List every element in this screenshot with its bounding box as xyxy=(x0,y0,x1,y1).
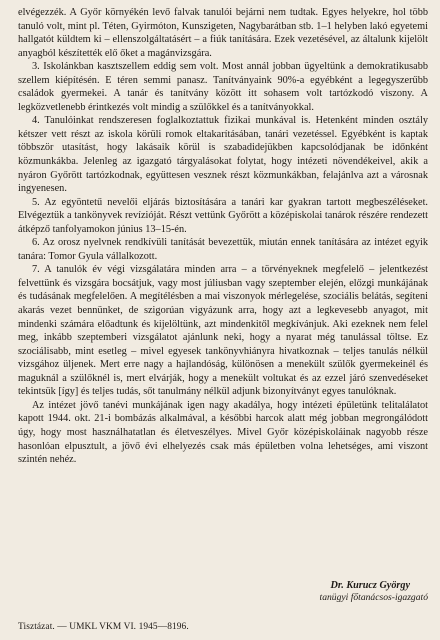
archive-reference: Tisztázat. — UMKL VKM VI. 1945—8196. xyxy=(18,622,189,632)
paragraph-3: 3. Iskolánkban kasztszellem eddig sem volt. Most annál jobban ügyeltünk a demokratikusabb szellem kiépítésén. E téren semmi panasz. Tanítványaink 90%-a egyébként a legegyszerűbb családok gyermekei. A tanár és tanítvány között itt sohasem volt tartózkodó viszony. A legközvetlenebb érintkezés volt mindig a szülőkkel és a tanítványokkal. xyxy=(18,61,428,113)
paragraph-continuation: elvégezzék. A Győr környékén levő falvak tanulói bejárni nem tudtak. Egyes helyekre, hol több tanuló volt, mint pl. Téten, Gyirmóton, Kunszigeten, Nagybarátban stb. 1–1 helyben lakó egyetemi hallgatót küldtem ki – ellenszolgáltatásért – a fiúk tanítására. Ezek vezetésével, az általunk kijelölt anyagból készítették elő őket a magánvizsgára. xyxy=(18,7,428,59)
signature-name: Dr. Kurucz György xyxy=(330,580,410,591)
paragraph-5: 5. Az egyöntetű nevelői eljárás biztosítására a tanári kar gyakran tartott megbeszéléseket. Elvégeztük a tankönyvek revízióját. Részt vettünk Győrött a középiskolai tanárok részére rendezett átképző tanfolyamokon június 13–15-én. xyxy=(18,196,428,235)
signature-block xyxy=(320,580,428,604)
paragraph-4: 4. Tanulóinkat rendszeresen foglalkoztattuk fizikai munkával is. Hetenként minden osztály kétszer vett részt az iskola körüli romok eltakarításában, tanári vezetéssel. Egyébként is kaptak többször utasítást, hogy lakásaik körül is szabadidejükben kapcsolódjanak be időnként közmunkákba. Jelenleg az igazgató tárgyalásokat folytat, hogy intézeti növendékeivel, akik a nyáron Győrött tartózkodnak, együttesen vesznek részt közmunkákban, felajánlva azt a városnak ingyenesen. xyxy=(18,115,428,195)
paragraph-closing: Az intézet jövő tanévi munkájának igen nagy akadálya, hogy intézeti épületünk telitalálatot kapott 1944. okt. 21-i bombázás alkalmával, a későbbi harcok alatt még jobban megrongálódott úgy, hogy most használhatatlan és életveszélyes. Mivel Győr középiskoláinak nagyobb része hasonlóan elpusztult, a jövő évi elhelyezés csak más épületben volna lehetséges, ami viszont szintén nehéz. xyxy=(18,399,428,466)
paragraph-7: 7. A tanulók év végi vizsgálatára minden arra – a törvényeknek megfelelő – jelentkezést felvettünk és vizsgára bocsátjuk, vagy most júliusban vagy szeptember elején, előzgi munkájának és tudásának megfelelően. A megítélésben a mai viszonyok mérlegelése, szociális belátás, segíteni akarás vezet bennünket, de szigorúan vigyázunk arra, hogy azt a legkevesebb anyagot, mit mindenki számára előadtunk és kijelöltünk, azt mindenkitől megkívánjuk. Aki ezeknek nem felel meg, inkább szeptemberi vizsgálatot ajánlunk neki, hogy a nyarat még tanulással töltse. Ez szociálisabb, mint esetleg – mivel egyesek tankönyvhiányra hivatkoznak – teljes tanulás nélkül vizsgához üljenek. Mert erre nagy a hajlandóság, különösen a menekült szülők gyermekeinél és maguknál a szülőknél is, mert elvárják, hogy a menekült voltukat és az ezzel járó szenvedéseket tekintsük [így] és teljes tudás, sőt tanulmány nélkül adjunk bizonyítványt egyes tanulóknak. xyxy=(18,264,428,398)
paragraph-6: 6. Az orosz nyelvnek rendkívüli tanítását bevezettük, miután ennek tanítására az intézet egyik tanára: Tomor Gyula vállalkozott. xyxy=(18,237,428,262)
signature-title: tanügyi főtanácsos-igazgató xyxy=(319,592,428,603)
document-body xyxy=(18,6,428,467)
